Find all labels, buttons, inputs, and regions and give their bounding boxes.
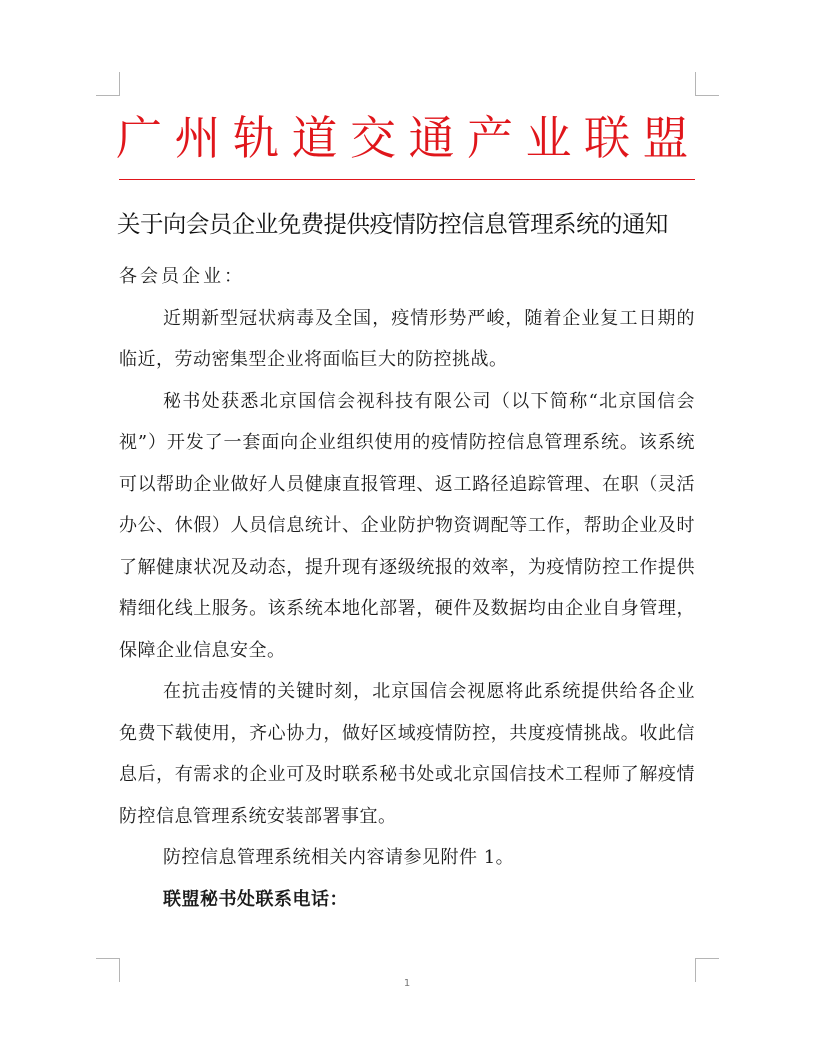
- paragraph: 秘书处获悉北京国信会视科技有限公司（以下简称“北京国信会视”）开发了一套面向企业组织使用的疫情防控信息管理系统。该系统可以帮助企业做好人员健康直报管理、返工路径追踪管理、在职（灵活办公、休假）人员信息统计、企业防护物资调配等工作，帮助企业及时了解健康状况及动态，提升现有逐级统报的效率，为疫情防控工作提供精细化线上服务。该系统本地化部署，硬件及数据均由企业自身管理，保障企业信息安全。: [119, 390, 695, 661]
- notice-body: [119, 256, 695, 920]
- paragraph: 近期新型冠状病毒及全国，疫情形势严峻，随着企业复工日期的临近，劳动密集型企业将面临巨大的防控挑战。: [119, 307, 695, 370]
- organization-header: 广州轨道交通产业联盟: [116, 111, 701, 165]
- crop-mark: [695, 958, 696, 982]
- crop-mark: [695, 72, 696, 96]
- page-number: 1: [403, 978, 411, 989]
- paragraph: 在抗击疫情的关键时刻，北京国信会视愿将此系统提供给各企业免费下载使用，齐心协力，做好区域疫情防控，共度疫情挑战。收此信息后，有需求的企业可及时联系秘书处或北京国信技术工程师了解疫情防控信息管理系统安装部署事宜。: [119, 681, 695, 827]
- notice-title: 关于向会员企业免费提供疫情防控信息管理系统的通知: [117, 210, 668, 238]
- crop-mark: [96, 958, 120, 959]
- paragraph: 防控信息管理系统相关内容请参见附件 1。: [163, 847, 515, 868]
- crop-mark: [695, 95, 719, 96]
- contact-label: 联盟秘书处联系电话：: [163, 888, 348, 910]
- crop-mark: [119, 958, 120, 982]
- header-divider: [119, 179, 695, 180]
- salutation: 各会员企业：: [119, 266, 245, 287]
- crop-mark: [96, 95, 120, 96]
- crop-mark: [695, 958, 719, 959]
- crop-mark: [119, 72, 120, 96]
